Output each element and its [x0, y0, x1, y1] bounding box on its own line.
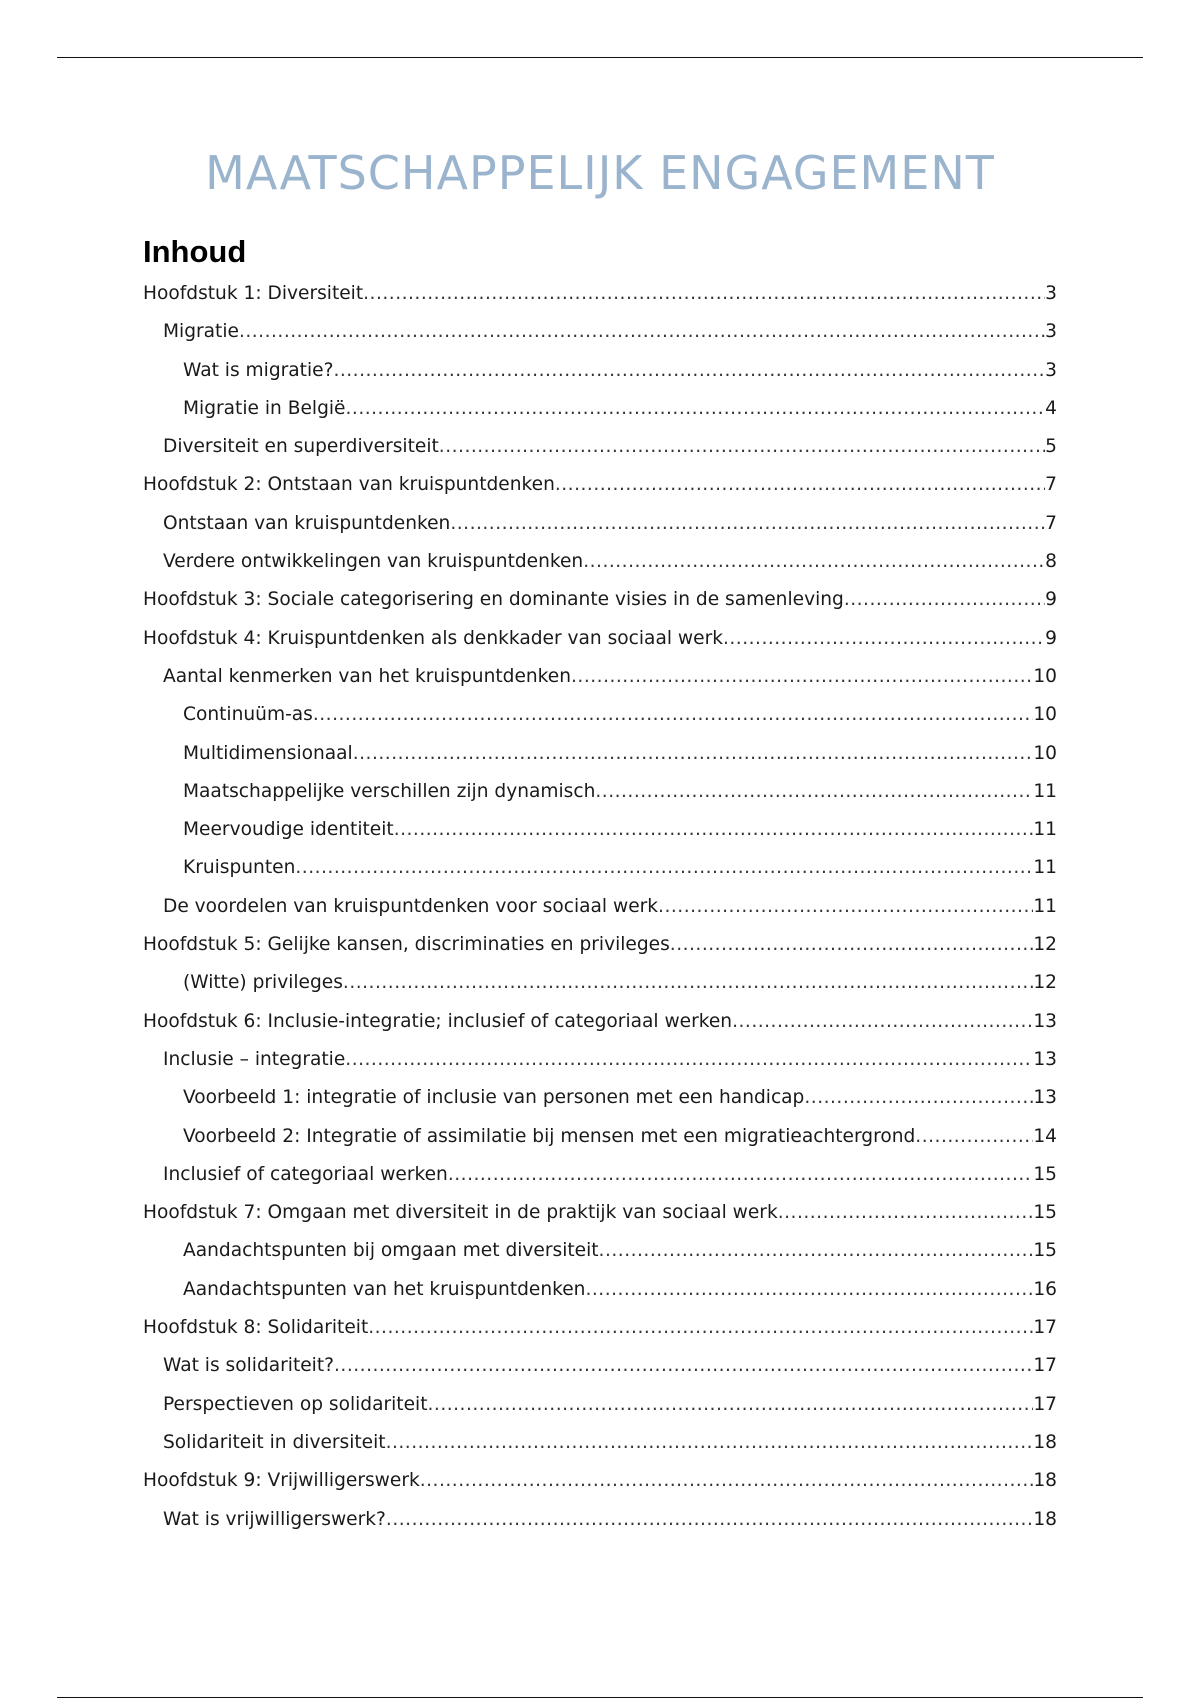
toc-entry-title: Kruispunten [183, 857, 296, 879]
toc-page-number: 14 [1033, 1125, 1057, 1147]
toc-page-number: 15 [1033, 1163, 1057, 1185]
toc-entry[interactable] [143, 1049, 1057, 1087]
toc-page-number: 9 [1045, 589, 1057, 611]
toc-entry-title: Hoofdstuk 9: Vrijwilligerswerk [143, 1470, 420, 1492]
toc-entry[interactable] [143, 513, 1057, 551]
toc-entry[interactable] [143, 1394, 1057, 1432]
toc-page-number: 12 [1033, 934, 1057, 956]
toc-page-number: 11 [1033, 819, 1057, 841]
toc-entry-title: Verdere ontwikkelingen van kruispuntdenken [163, 551, 584, 573]
toc-page-number: 13 [1033, 1010, 1057, 1032]
toc-page-number: 9 [1045, 627, 1057, 649]
toc-page-number: 13 [1033, 1087, 1057, 1109]
toc-page-number: 4 [1045, 397, 1057, 419]
toc-dot-leader [723, 628, 1045, 649]
toc-page-number: 7 [1045, 474, 1057, 496]
toc-entry-title: Voorbeeld 1: integratie of inclusie van personen met een handicap [183, 1087, 805, 1109]
toc-dot-leader [448, 1164, 1033, 1185]
toc-dot-leader [386, 1509, 1033, 1530]
toc-entry[interactable] [143, 972, 1057, 1010]
toc-dot-leader [585, 1279, 1033, 1300]
toc-dot-leader [353, 743, 1034, 764]
document-title: MAATSCHAPPELIJK ENGAGEMENT [205, 146, 995, 200]
toc-dot-leader [804, 1087, 1033, 1108]
toc-entry[interactable] [143, 1164, 1057, 1202]
toc-entry[interactable] [143, 1509, 1057, 1547]
toc-page-number: 18 [1033, 1470, 1057, 1492]
toc-dot-leader [345, 1049, 1033, 1070]
toc-dot-leader [658, 896, 1033, 917]
toc-entry-title: Migratie [163, 321, 239, 343]
toc-entry-title: Wat is solidariteit? [163, 1355, 335, 1377]
toc-entry[interactable] [143, 1240, 1057, 1278]
toc-entry[interactable] [143, 1432, 1057, 1470]
header-rule [57, 57, 1143, 58]
footer-rule [57, 1697, 1143, 1698]
toc-dot-leader [670, 934, 1034, 955]
toc-page-number: 3 [1045, 321, 1057, 343]
toc-dot-leader [844, 589, 1045, 610]
toc-entry-title: Voorbeeld 2: Integratie of assimilatie bij mensen met een migratieachtergrond [183, 1125, 916, 1147]
toc-entry-title: Hoofdstuk 6: Inclusie-integratie; inclusief of categoriaal werken [143, 1010, 733, 1032]
toc-dot-leader [778, 1202, 1034, 1223]
toc-entry[interactable] [143, 1126, 1057, 1164]
toc-entry-title: Hoofdstuk 5: Gelijke kansen, discriminaties en privileges [143, 934, 670, 956]
toc-entry[interactable] [143, 1279, 1057, 1317]
toc-page-number: 15 [1033, 1202, 1057, 1224]
toc-entry-title: Ontstaan van kruispuntdenken [163, 512, 451, 534]
toc-entry-title: Migratie in België [183, 397, 346, 419]
toc-entry[interactable] [143, 896, 1057, 934]
toc-page-number: 18 [1033, 1431, 1057, 1453]
toc-entry[interactable] [143, 857, 1057, 895]
toc-page-number: 17 [1033, 1317, 1057, 1339]
toc-entry-title: Wat is vrijwilligerswerk? [163, 1508, 386, 1530]
toc-dot-leader [394, 819, 1034, 840]
toc-page-number: 8 [1045, 551, 1057, 573]
toc-dot-leader [555, 474, 1045, 495]
toc-dot-leader [439, 436, 1045, 457]
toc-entry[interactable] [143, 474, 1057, 512]
toc-entry-title: Hoofdstuk 4: Kruispuntdenken als denkkader van sociaal werk [143, 627, 723, 649]
toc-entry[interactable] [143, 589, 1057, 627]
toc-page-number: 3 [1045, 283, 1057, 304]
toc-dot-leader [363, 283, 1045, 304]
toc-entry-title: Hoofdstuk 2: Ontstaan van kruispuntdenken [143, 474, 555, 496]
toc-dot-leader [333, 360, 1045, 381]
toc-dot-leader [583, 551, 1045, 572]
toc-entry[interactable] [143, 283, 1057, 321]
toc-entry-title: Hoofdstuk 7: Omgaan met diversiteit in de praktijk van sociaal werk [143, 1202, 778, 1224]
toc-dot-leader [428, 1394, 1034, 1415]
toc-entry[interactable] [143, 321, 1057, 359]
toc-dot-leader [915, 1126, 1033, 1147]
toc-entry[interactable] [143, 628, 1057, 666]
toc-dot-leader [313, 704, 1033, 725]
toc-page-number: 15 [1033, 1240, 1057, 1262]
toc-page-number: 11 [1033, 895, 1057, 917]
toc-entry[interactable] [143, 781, 1057, 819]
toc-entry[interactable] [143, 1470, 1057, 1508]
toc-entry-title: (Witte) privileges [183, 972, 343, 994]
toc-dot-leader [334, 1355, 1033, 1376]
toc-entry-title: Continuüm-as [183, 704, 313, 726]
toc-entry[interactable] [143, 436, 1057, 474]
toc-entry-title: Hoofdstuk 1: Diversiteit [143, 283, 364, 304]
toc-page-number: 17 [1033, 1355, 1057, 1377]
toc-entry-title: Wat is migratie? [183, 359, 334, 381]
toc-dot-leader [346, 398, 1046, 419]
toc-page-number: 10 [1033, 742, 1057, 764]
toc-entry[interactable] [143, 551, 1057, 589]
toc-entry[interactable] [143, 666, 1057, 704]
toc-entry-title: De voordelen van kruispuntdenken voor sociaal werk [163, 895, 659, 917]
toc-dot-leader [732, 1011, 1033, 1032]
toc-page-number: 10 [1033, 704, 1057, 726]
toc-entry[interactable] [143, 819, 1057, 857]
toc-entry-title: Multidimensionaal [183, 742, 353, 764]
toc-entry[interactable] [143, 704, 1057, 742]
toc-dot-leader [599, 1240, 1034, 1261]
toc-entry-title: Meervoudige identiteit [183, 819, 394, 841]
toc-dot-leader [571, 666, 1033, 687]
toc-entry-title: Maatschappelijke verschillen zijn dynamisch [183, 780, 596, 802]
toc-dot-leader [386, 1432, 1034, 1453]
toc-entry[interactable] [143, 1087, 1057, 1125]
toc-entry-title: Perspectieven op solidariteit [163, 1393, 428, 1415]
toc-entry[interactable] [143, 1202, 1057, 1240]
toc-entry-title: Aantal kenmerken van het kruispuntdenken [163, 665, 572, 687]
toc-entry-title: Inclusief of categoriaal werken [163, 1163, 448, 1185]
toc-page-number: 11 [1033, 857, 1057, 879]
toc-page-number: 3 [1045, 359, 1057, 381]
toc-entry-title: Solidariteit in diversiteit [163, 1431, 386, 1453]
toc-entry[interactable] [143, 360, 1057, 398]
toc-entry-title: Aandachtspunten bij omgaan met diversiteit [183, 1240, 599, 1262]
toc-entry-title: Diversiteit en superdiversiteit [163, 436, 439, 458]
toc-entry[interactable] [143, 398, 1057, 436]
toc-page-number: 11 [1033, 780, 1057, 802]
toc-entry[interactable] [143, 934, 1057, 972]
toc-page-number: 7 [1045, 512, 1057, 534]
toc-page-number: 18 [1033, 1508, 1057, 1530]
toc-dot-leader [343, 972, 1033, 993]
toc-dot-leader [239, 321, 1045, 342]
toc-entry[interactable] [143, 1011, 1057, 1049]
toc-page-number: 17 [1033, 1393, 1057, 1415]
toc-entry[interactable] [143, 1317, 1057, 1355]
toc-dot-leader [420, 1470, 1034, 1491]
toc-dot-leader [595, 781, 1033, 802]
toc-heading: Inhoud [143, 234, 247, 269]
toc-dot-leader [295, 857, 1033, 878]
toc-page-number: 13 [1033, 1048, 1057, 1070]
toc-entry[interactable] [143, 743, 1057, 781]
toc-page-number: 12 [1033, 972, 1057, 994]
toc-page-number: 5 [1045, 436, 1057, 458]
toc-dot-leader [368, 1317, 1033, 1338]
table-of-contents [143, 283, 1057, 1547]
toc-entry[interactable] [143, 1355, 1057, 1393]
toc-dot-leader [450, 513, 1045, 534]
toc-entry-title: Hoofdstuk 3: Sociale categorisering en dominante visies in de samenleving [143, 589, 844, 611]
toc-page-number: 16 [1033, 1278, 1057, 1300]
toc-entry-title: Inclusie – integratie [163, 1048, 346, 1070]
toc-entry-title: Aandachtspunten van het kruispuntdenken [183, 1278, 586, 1300]
toc-page-number: 10 [1033, 665, 1057, 687]
toc-entry-title: Hoofdstuk 8: Solidariteit [143, 1317, 369, 1339]
